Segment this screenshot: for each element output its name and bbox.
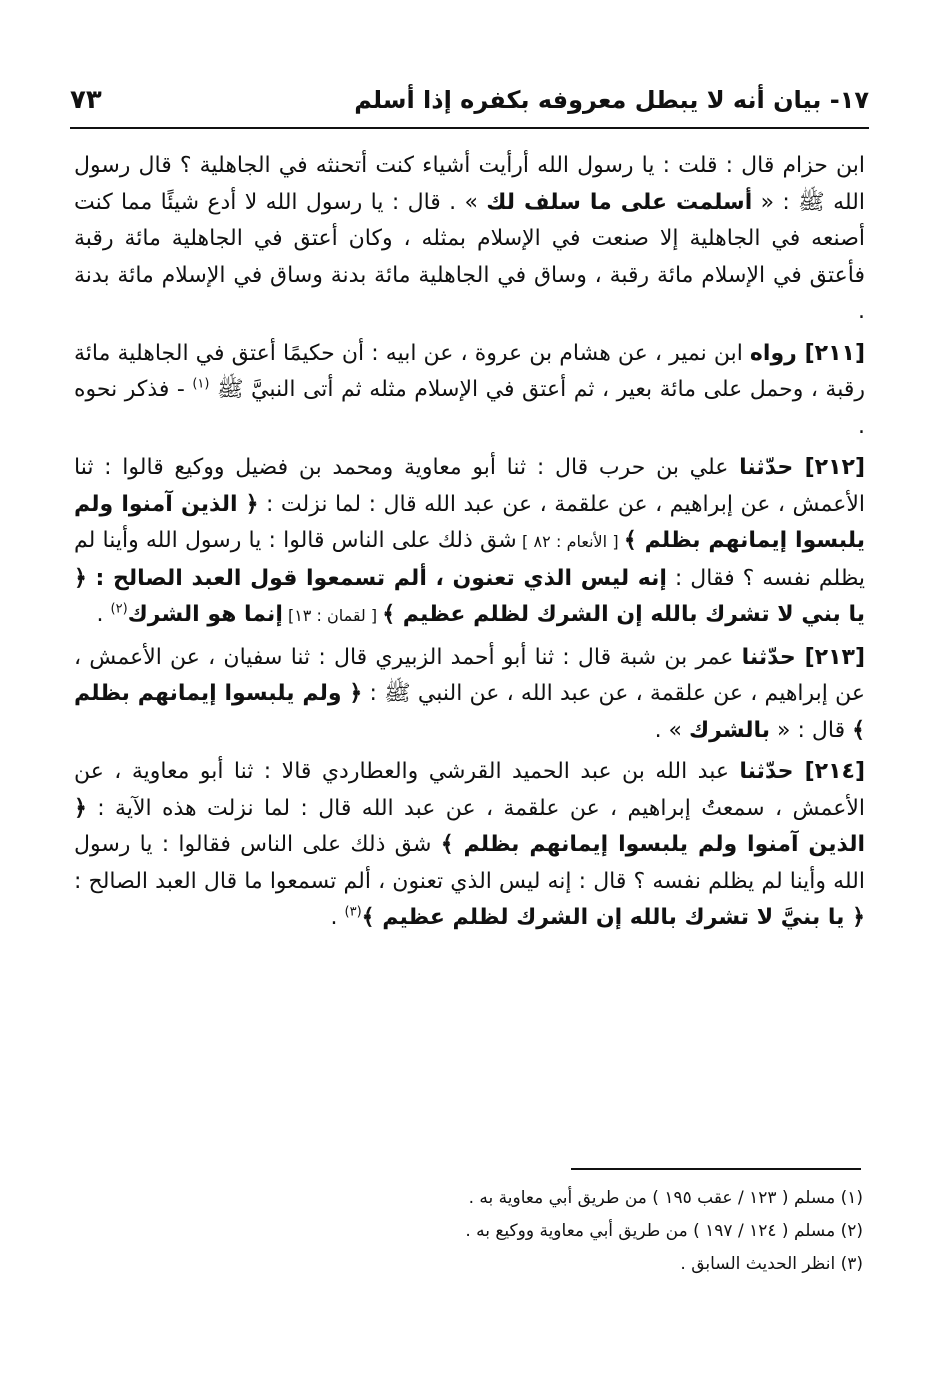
- quran-verse: ﴿ الذين آمنوا ولم يلبسوا إيمانهم بظلم ﴾: [74, 795, 865, 857]
- footnote-2: (٢) مسلم ( ١٢٤ / ١٩٧ ) من طريق أبي معاوية ووكيع به .: [465, 1221, 863, 1241]
- hadith-213: [٢١٣] حدّثنا عمر بن شبة قال : ثنا أبو أحمد الزبيري قال : ثنا سفيان ، عن الأعمش ، عن إبراهيم ، عن علقمة ، عن عبد الله ، عن النبي ﷺ : ﴿ ولم يلبسوا إيمانهم بظلم ﴾ قال : « بالشرك » .: [74, 644, 865, 743]
- verse-reference: [ الأنعام : ٨٢ ]: [516, 532, 624, 551]
- hadith-quote: أسلمت على ما سلف لك: [486, 189, 753, 215]
- hadith-quote: إنما هو الشرك: [127, 602, 283, 627]
- footnote-ref: (٢): [110, 601, 128, 617]
- narration-lead: رواه: [749, 340, 805, 366]
- page-header: [70, 78, 869, 122]
- narration-lead: حدّثنا: [739, 455, 805, 480]
- hadith-number: [٢١٤]: [804, 759, 865, 784]
- hadith-211: [٢١١] رواه ابن نمير ، عن هشام بن عروة ، عن ابيه : أن حكيمًا أعتق في الجاهلية مائة رقبة ، وحمل على مائة بعير ، ثم أعتق في الإسلام مثله ثم أتى النبيَّ ﷺ $^{(١)}$ - فذكر نحوه .: [74, 340, 865, 439]
- narration-lead: حدّثنا: [741, 644, 805, 670]
- header-divider: [70, 127, 869, 129]
- chapter-title: ١٧- بيان أنه لا يبطل معروفه بكفره إذا أسلم: [354, 86, 869, 114]
- footnote-3: (٣) انظر الحديث السابق .: [680, 1254, 863, 1274]
- body-text: [74, 148, 865, 942]
- footnote-divider: [571, 1168, 861, 1170]
- footnote-ref: (٣): [344, 904, 362, 920]
- quran-verse: ﴿ الذين آمنوا ولم يلبسوا إيمانهم بظلم ﴾: [74, 491, 865, 553]
- paragraph-continuation: ابن حزام قال : قلت : يا رسول الله أرأيت أشياء كنت أتحنثه في الجاهلية ؟ قال رسول الله ﷺ : « أسلمت على ما سلف لك » . قال : يا رسول الله لا أدع شيئًا مما كنت أصنعه في الجاهلية إلا صنعت في الإسلام بمثله ، وكان أعتق في الجاهلية مائة رقبة فأعتق في الإسلام مائة رقبة ، وساق في الجاهلية مائة بدنة وساق في الإسلام مائة بدنة .: [74, 153, 865, 324]
- narration-lead: حدّثنا: [739, 759, 805, 784]
- verse-reference: [ لقمان : ١٣]: [282, 606, 383, 625]
- hadith-quote: إنه ليس الذي تعنون ، ألم تسمعوا قول العبد الصالح : ﴿ يا بني لا تشرك بالله إن الشرك لظلم عظيم ﴾: [74, 565, 865, 627]
- footnote-ref: (١): [192, 376, 210, 392]
- quran-verse: ﴿ يا بنيَّ لا تشرك بالله إن الشرك لظلم عظيم ﴾: [361, 905, 865, 930]
- hadith-212: [٢١٢] حدّثنا علي بن حرب قال : ثنا أبو معاوية ومحمد بن فضيل ووكيع قالوا : ثنا الأعمش ، عن إبراهيم ، عن علقمة ، عن عبد الله قال : لما نزلت : ﴿ الذين آمنوا ولم يلبسوا إيمانهم بظلم ﴾ [ الأنعام : ٨٢ ] شق ذلك على الناس قالوا : يا رسول الله وأينا لم يظلم نفسه ؟ فقال : إنه ليس الذي تعنون ، ألم تسمعوا قول العبد الصالح : ﴿ يا بني لا تشرك بالله إن الشرك لظلم عظيم ﴾ [ لقمان : ١٣] إنما هو الشرك$^{(٢)}$ .: [74, 455, 866, 627]
- hadith-214: [٢١٤] حدّثنا عبد الله بن عبد الحميد القرشي والعطاردي قالا : ثنا أبو معاوية ، عن الأعمش ، سمعتُ إبراهيم ، عن علقمة ، عن عبد الله قال : لما نزلت هذه الآية : ﴿ الذين آمنوا ولم يلبسوا إيمانهم بظلم ﴾ شق ذلك على الناس فقالوا : يا رسول الله وأينا لم يظلم نفسه ؟ قال : إنه ليس الذي تعنون ، ألم تسمعوا ما قال العبد الصالح : ﴿ يا بنيَّ لا تشرك بالله إن الشرك لظلم عظيم ﴾$^{(٣)}$ .: [74, 759, 865, 930]
- hadith-number: [٢١١]: [804, 340, 865, 366]
- footnote-1: (١) مسلم ( ١٢٣ / عقب ١٩٥ ) من طريق أبي معاوية به .: [468, 1188, 863, 1208]
- footnotes: [74, 1182, 863, 1281]
- page-number: ٧٣: [70, 85, 102, 115]
- hadith-quote: بالشرك: [689, 717, 771, 743]
- hadith-number: [٢١٣]: [804, 644, 865, 670]
- hadith-number: [٢١٢]: [804, 455, 865, 480]
- quran-verse: ﴿ ولم يلبسوا إيمانهم بظلم ﴾: [74, 681, 865, 743]
